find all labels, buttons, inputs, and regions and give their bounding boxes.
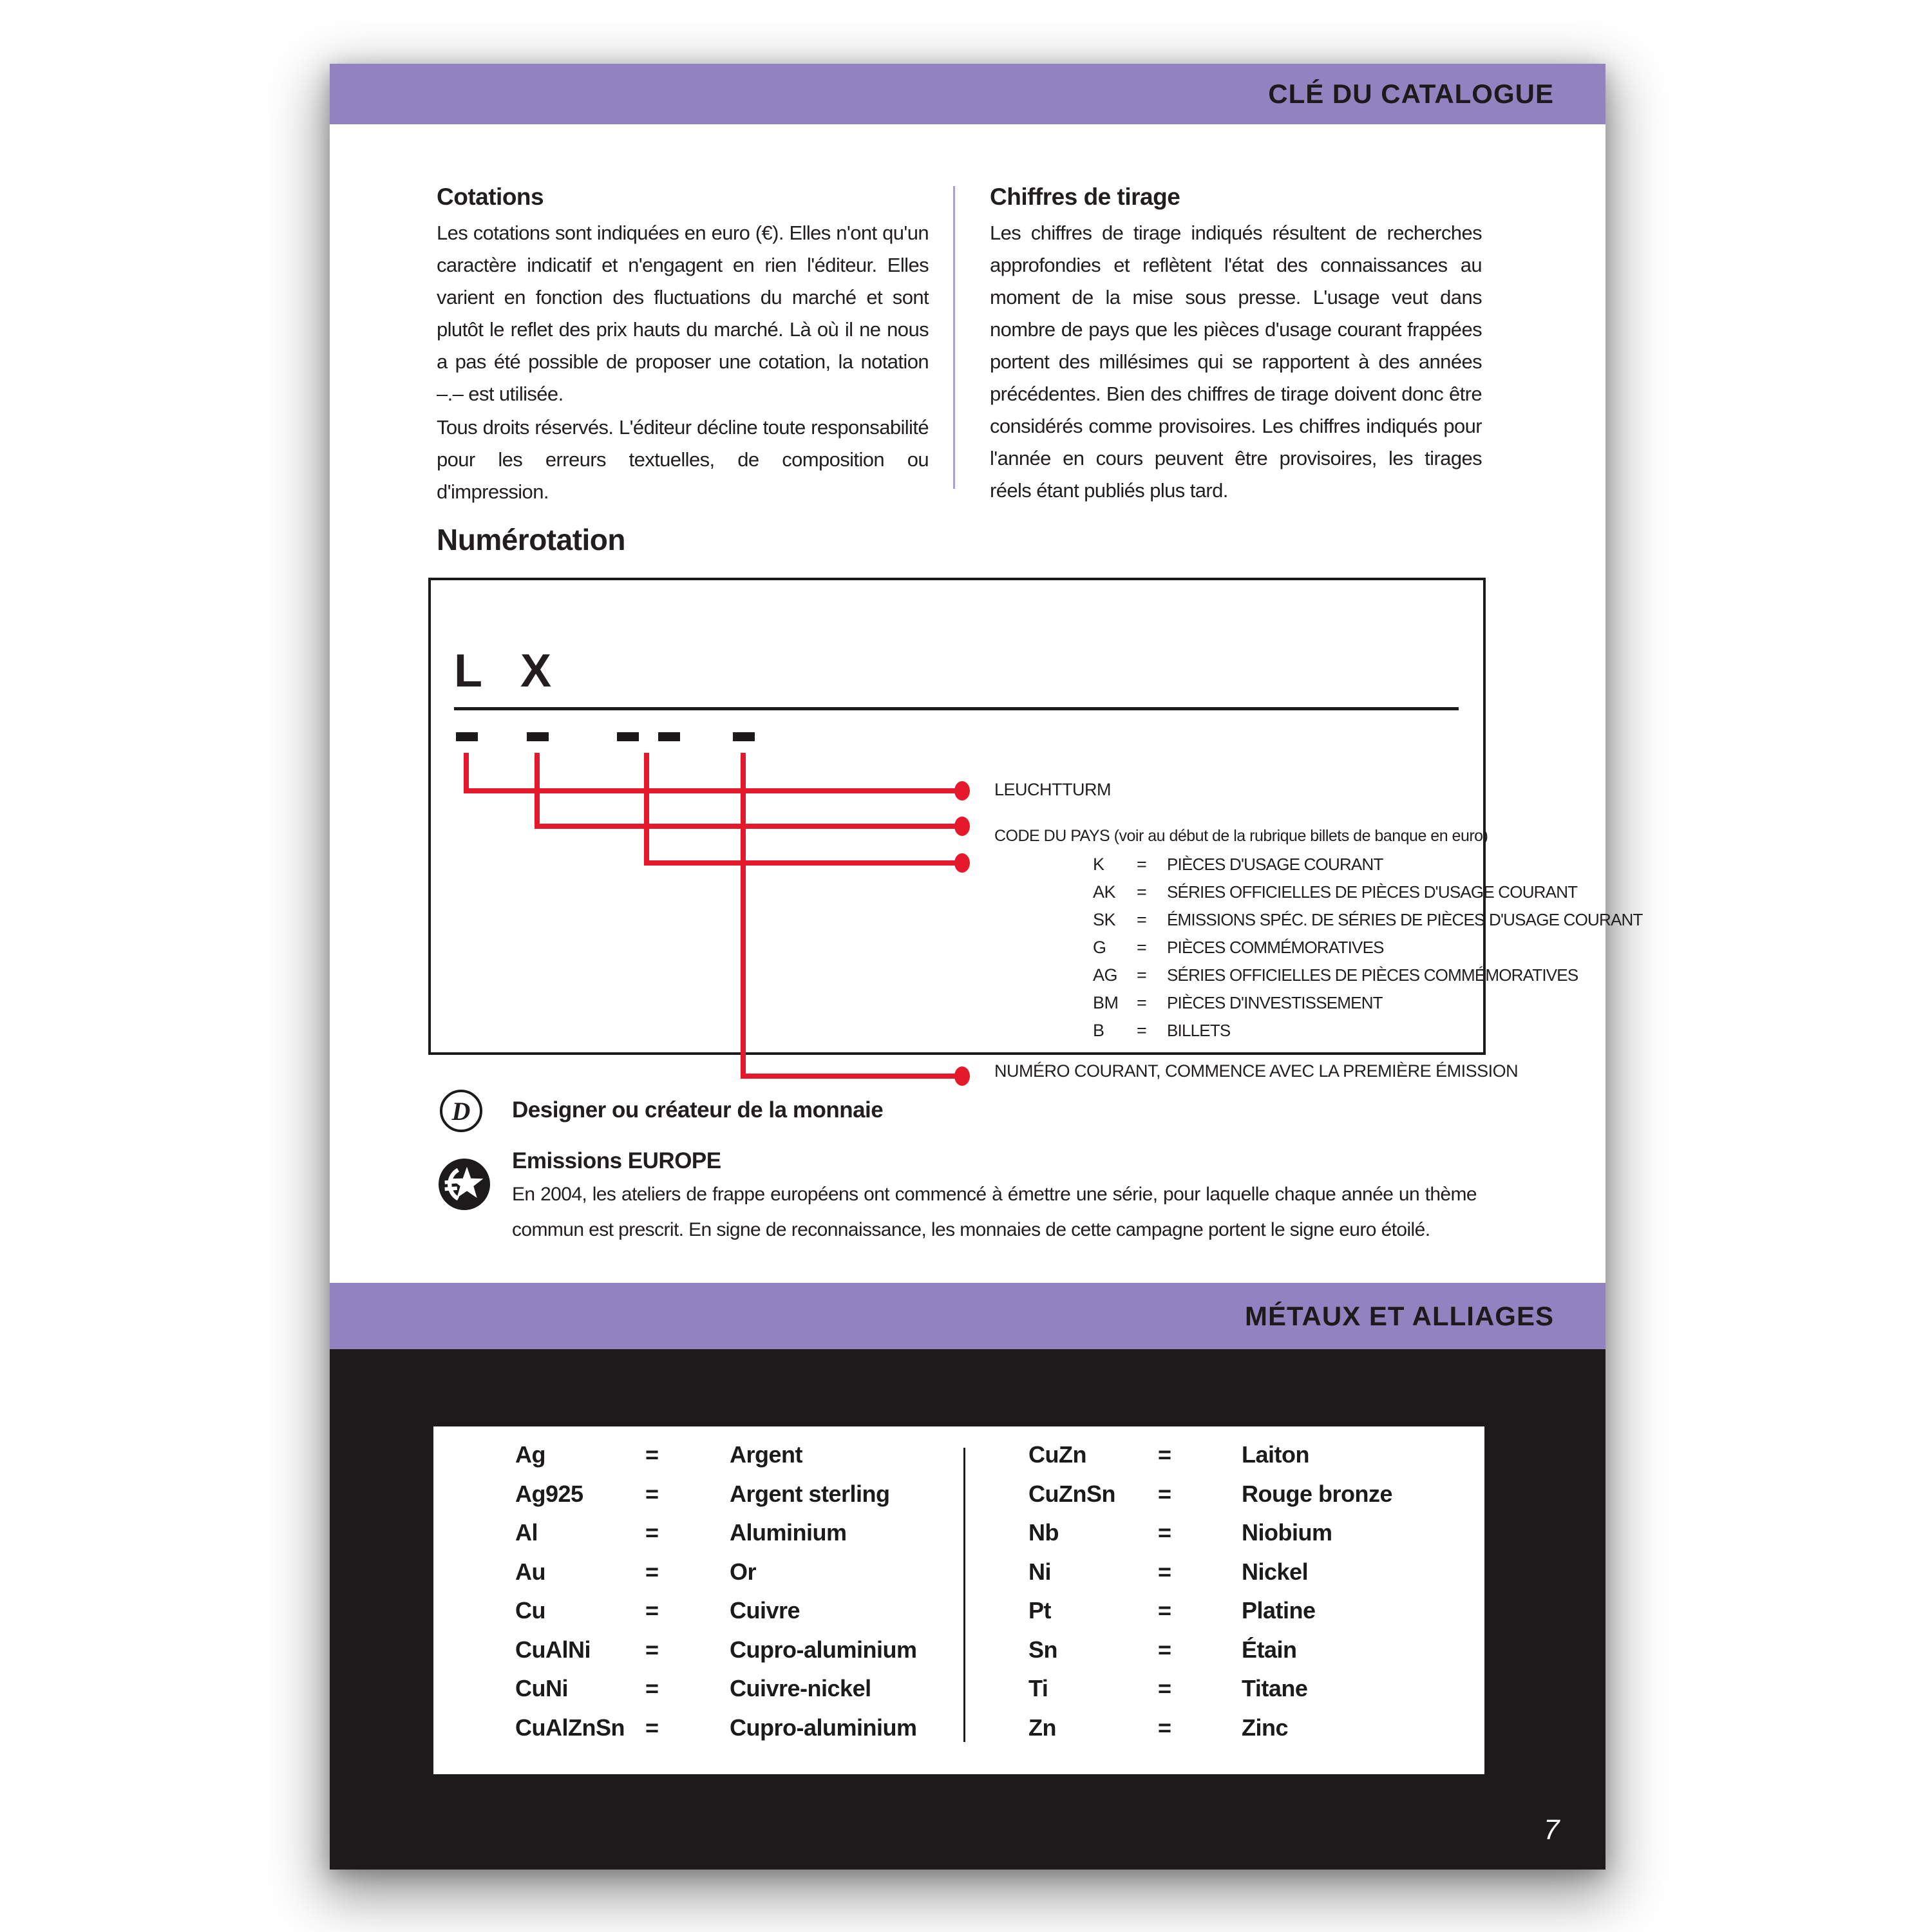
- metal-row: [1028, 1519, 1473, 1551]
- connector-vertical-1: [464, 753, 469, 793]
- code-description: BILLETS: [1167, 1021, 1231, 1040]
- metal-row: [1028, 1441, 1473, 1473]
- metal-row: [1028, 1675, 1473, 1707]
- connector-dot-2: [954, 817, 970, 836]
- metal-abbr: Al: [515, 1519, 538, 1546]
- cotations-paragraph-2: Tous droits réservés. L'éditeur décline toute responsabilité pour les erreurs textuelles, de composition ou d'impression.: [437, 416, 929, 503]
- code-description: SÉRIES OFFICIELLES DE PIÈCES D'USAGE COURANT: [1167, 882, 1578, 902]
- metal-name: Nickel: [1242, 1558, 1309, 1585]
- catalogue-page: [330, 64, 1643, 1870]
- column-divider: [953, 186, 955, 489]
- numerotation-heading: Numérotation: [437, 523, 625, 556]
- euro-star-icon-svg: [439, 1159, 490, 1210]
- metal-abbr: Au: [515, 1558, 545, 1585]
- equals-sign: =: [645, 1636, 659, 1663]
- page-title: CLÉ DU CATALOGUE: [1268, 79, 1554, 109]
- code-abbr: SK: [1093, 910, 1116, 929]
- metal-row: [1028, 1597, 1473, 1629]
- designer-icon: [440, 1090, 482, 1132]
- cotations-paragraph-1: Les cotations sont indiquées en euro (€). Elles n'ont qu'un caractère indicatif et n'engagent en rien l'éditeur. Elles varient en fonction des fluctuations du marché et sont plutôt le reflet des prix hauts du marché. Là où il ne nous a pas été possible de proposer une cotation, la notation –.– est utilisée.: [437, 222, 929, 405]
- equals-sign: =: [1137, 855, 1147, 874]
- emissions-paragraph: En 2004, les ateliers de frappe européens ont commencé à émettre une série, pour laquelle chaque année un thème commun est prescrit. En signe de reconnaissance, les monnaies de cette campagne portent le signe euro étoilé.: [512, 1184, 1477, 1240]
- equals-sign: =: [1137, 993, 1147, 1012]
- connector-horizontal-4: [741, 1074, 960, 1079]
- equals-sign: =: [1137, 1021, 1147, 1040]
- code-description: PIÈCES D'INVESTISSEMENT: [1167, 993, 1383, 1012]
- code-abbr: B: [1093, 1021, 1104, 1040]
- metal-name: Or: [730, 1558, 757, 1585]
- connector-horizontal-3: [644, 860, 960, 866]
- connector-dot-4: [954, 1066, 970, 1086]
- metal-abbr: CuAlNi: [515, 1636, 591, 1663]
- metal-row: [515, 1675, 960, 1707]
- equals-sign: =: [645, 1519, 659, 1546]
- equals-sign: =: [1158, 1519, 1171, 1546]
- metal-row: [1028, 1558, 1473, 1591]
- metals-table-box: [433, 1426, 1484, 1774]
- tirage-heading: Chiffres de tirage: [990, 184, 1180, 210]
- code-abbr: BM: [1093, 993, 1119, 1012]
- equals-sign: =: [645, 1441, 659, 1468]
- equals-sign: =: [1137, 910, 1147, 929]
- digit-dash-3: [617, 732, 639, 741]
- equals-sign: =: [645, 1597, 659, 1624]
- code-abbr: AK: [1093, 882, 1116, 902]
- digit-dash-2: [527, 732, 549, 741]
- metal-row: [1028, 1714, 1473, 1747]
- metaux-bar-title: MÉTAUX ET ALLIAGES: [1245, 1300, 1554, 1331]
- metal-row: [1028, 1481, 1473, 1513]
- numbering-diagram-box: [428, 578, 1643, 1081]
- digit-dash-1: [456, 732, 478, 741]
- connector-dot-1: [954, 781, 970, 800]
- metal-abbr: Nb: [1028, 1519, 1059, 1546]
- metal-name: Zinc: [1242, 1714, 1289, 1741]
- metal-name: Niobium: [1242, 1519, 1332, 1546]
- connector-horizontal-2: [535, 824, 960, 829]
- metal-row: [515, 1597, 960, 1629]
- metal-abbr: CuZnSn: [1028, 1481, 1115, 1507]
- metals-section: [330, 1349, 1605, 1870]
- metal-row: [515, 1558, 960, 1591]
- metal-name: Laiton: [1242, 1441, 1309, 1468]
- code-description: PIÈCES COMMÉMORATIVES: [1167, 938, 1384, 957]
- legend-numero-courant: NUMÉRO COURANT, COMMENCE AVEC LA PREMIÈRE ÉMISSION: [994, 1061, 1519, 1081]
- equals-sign: =: [645, 1675, 659, 1701]
- metal-row: [515, 1714, 960, 1747]
- tirage-paragraph: Les chiffres de tirage indiqués résultent de recherches approfondies et reflètent l'état des connaissances au moment de la mise sous presse. L'usage veut dans nombre de pays que les pièces d'usage courant frappées portent des millésimes qui se rapportent à des années précédentes. Bien des chiffres de tirage doivent donc être considérés comme provisoires. Les chiffres indiqués pour l'année en cours peuvent être provisoires, les tirages réels étant publiés plus tard.: [990, 222, 1482, 502]
- digit-dash-5: [733, 732, 755, 741]
- equals-sign: =: [1137, 882, 1147, 902]
- equals-sign: =: [1158, 1675, 1171, 1701]
- legend-leuchtturm: LEUCHTTURM: [994, 780, 1111, 799]
- metal-abbr: CuZn: [1028, 1441, 1086, 1468]
- equals-sign: =: [1158, 1558, 1171, 1585]
- equals-sign: =: [1158, 1597, 1171, 1624]
- equals-sign: =: [1158, 1441, 1171, 1468]
- metal-abbr: Pt: [1028, 1597, 1051, 1624]
- metal-row: [1028, 1636, 1473, 1669]
- metal-name: Cuivre-nickel: [730, 1675, 871, 1701]
- diagram-underline: [454, 707, 1459, 710]
- metaux-bar: [330, 1283, 1605, 1349]
- metal-abbr: Ti: [1028, 1675, 1048, 1701]
- cotations-heading: Cotations: [437, 184, 544, 210]
- code-description: PIÈCES D'USAGE COURANT: [1167, 855, 1383, 874]
- metal-row: [515, 1519, 960, 1551]
- emissions-heading: Emissions EUROPE: [512, 1148, 721, 1173]
- connector-horizontal-1: [464, 788, 960, 793]
- equals-sign: =: [645, 1714, 659, 1741]
- metal-abbr: CuNi: [515, 1675, 568, 1701]
- equals-sign: =: [645, 1481, 659, 1507]
- code-abbr: AG: [1093, 965, 1118, 985]
- metal-abbr: Sn: [1028, 1636, 1058, 1663]
- euro-star-icon: [439, 1159, 490, 1210]
- metal-name: Aluminium: [730, 1519, 847, 1546]
- metal-name: Argent: [730, 1441, 802, 1468]
- metal-name: Platine: [1242, 1597, 1316, 1624]
- metal-abbr: Zn: [1028, 1714, 1056, 1741]
- metal-name: Cupro-aluminium: [730, 1714, 917, 1741]
- connector-vertical-4: [741, 753, 746, 1079]
- metal-name: Étain: [1242, 1636, 1297, 1663]
- equals-sign: =: [1137, 938, 1147, 957]
- page-number: 7: [1544, 1814, 1560, 1846]
- metal-abbr: Cu: [515, 1597, 545, 1624]
- metal-row: [515, 1481, 960, 1513]
- equals-sign: =: [1158, 1636, 1171, 1663]
- metal-row: [515, 1441, 960, 1473]
- connector-vertical-3: [644, 753, 649, 866]
- metal-name: Cupro-aluminium: [730, 1636, 917, 1663]
- diagram-letter-l: L: [454, 645, 482, 697]
- equals-sign: =: [1158, 1481, 1171, 1507]
- metal-abbr: Ni: [1028, 1558, 1051, 1585]
- metal-name: Cuivre: [730, 1597, 800, 1624]
- equals-sign: =: [1158, 1714, 1171, 1741]
- designer-icon-letter: D: [451, 1096, 471, 1126]
- equals-sign: =: [645, 1558, 659, 1585]
- metals-table-divider: [963, 1448, 965, 1742]
- header-bar: [330, 64, 1605, 124]
- connector-dot-3: [954, 853, 970, 873]
- code-abbr: G: [1093, 938, 1106, 957]
- equals-sign: =: [1137, 965, 1147, 985]
- metal-name: Rouge bronze: [1242, 1481, 1392, 1507]
- metal-abbr: Ag925: [515, 1481, 583, 1507]
- metal-abbr: CuAlZnSn: [515, 1714, 625, 1741]
- designer-label: Designer ou créateur de la monnaie: [512, 1097, 884, 1122]
- legend-code-pays: CODE DU PAYS (voir au début de la rubrique billets de banque en euro): [994, 827, 1488, 845]
- code-abbr: K: [1093, 855, 1104, 874]
- metal-abbr: Ag: [515, 1441, 545, 1468]
- code-description: ÉMISSIONS SPÉC. DE SÉRIES DE PIÈCES D'USAGE COURANT: [1167, 910, 1643, 929]
- code-description: SÉRIES OFFICIELLES DE PIÈCES COMMÉMORATIVES: [1167, 965, 1578, 985]
- digit-dash-4: [658, 732, 680, 741]
- metal-name: Titane: [1242, 1675, 1308, 1701]
- metal-row: [515, 1636, 960, 1669]
- metal-name: Argent sterling: [730, 1481, 890, 1507]
- diagram-letter-x: X: [520, 645, 552, 697]
